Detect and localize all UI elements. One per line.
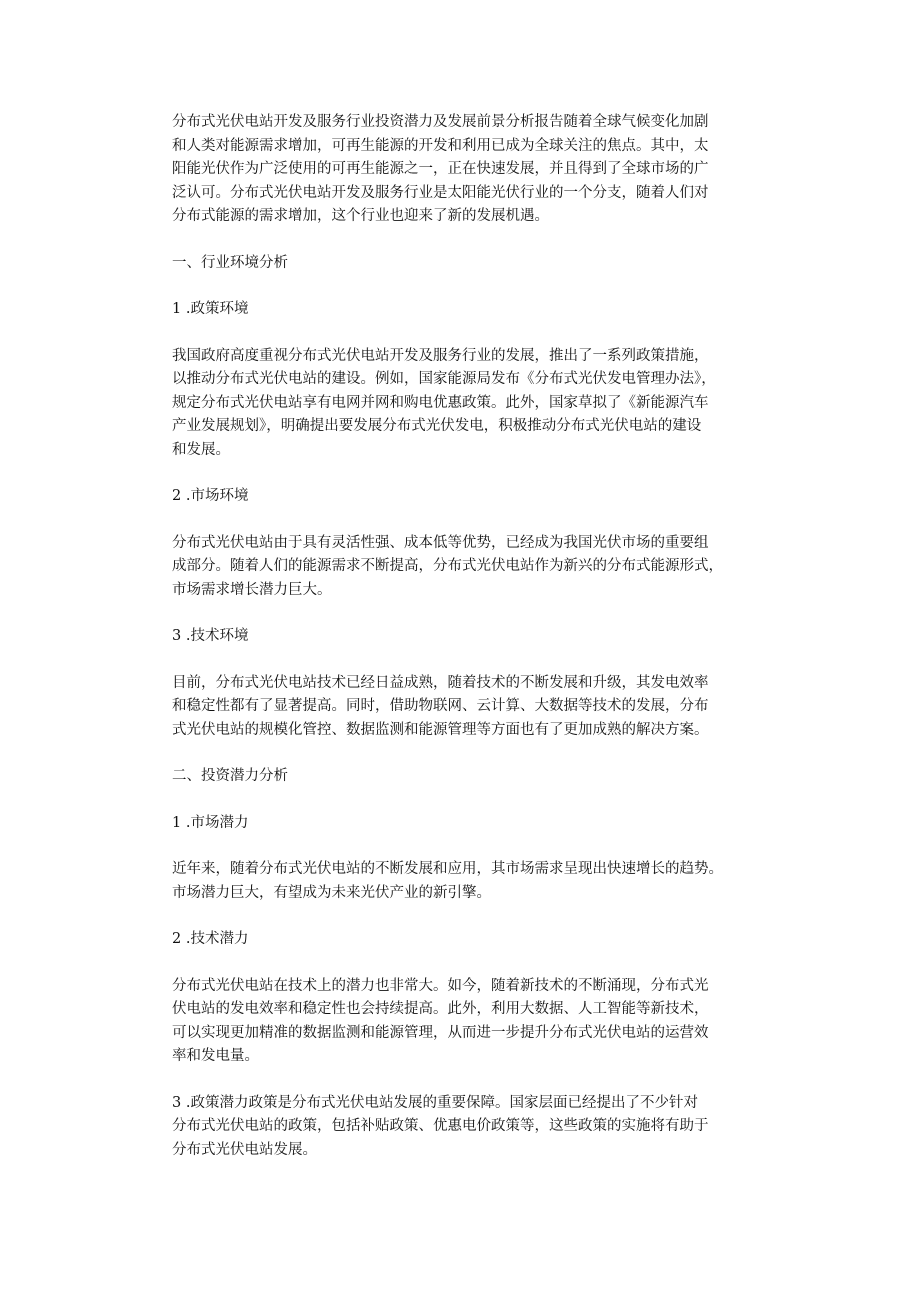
paragraph-market-potential xyxy=(172,858,762,905)
subheading-market-environment: 2 .市场环境 xyxy=(172,488,249,504)
paragraph-technology-potential xyxy=(172,975,762,1069)
text-line: 和人类对能源需求增加，可再生能源的开发和利用已成为全球关注的焦点。其中，太 xyxy=(172,137,709,154)
text-line: 率和发电量。 xyxy=(172,1048,259,1064)
subheading-technology-potential: 2 .技术潜力 xyxy=(172,931,249,947)
text-line: 3 .政策潜力政策是分布式光伏电站发展的重要保障。国家层面已经提出了不少针对 xyxy=(172,1094,698,1111)
text-line: 可以实现更加精准的数据监测和能源管理，从而进一步提升分布式光伏电站的运营效 xyxy=(172,1024,709,1041)
text-line: 分布式光伏电站的政策，包括补贴政策、优惠电价政策等，这些政策的实施将有助于 xyxy=(172,1118,709,1134)
text-line: 市场潜力巨大，有望成为未来光伏产业的新引擎。 xyxy=(172,884,491,901)
text-line: 我国政府高度重视分布式光伏电站开发及服务行业的发展，推出了一系列政策措施， xyxy=(172,347,709,364)
text-line: 目前，分布式光伏电站技术已经日益成熟，随着技术的不断发展和升级，其发电效率 xyxy=(172,674,709,691)
text-line: 产业发展规划》，明确提出要发展分布式光伏发电，积极推动分布式光伏电站的建设 xyxy=(172,418,702,434)
text-line: 式光伏电站的规模化管控、数据监测和能源管理等方面也有了更加成熟的解决方案。 xyxy=(172,721,709,738)
text-line: 分布式光伏电站由于具有灵活性强、成本低等优势，已经成为我国光伏市场的重要组 xyxy=(172,534,709,551)
section-heading-investment-potential: 二、投资潜力分析 xyxy=(172,768,288,784)
text-line: 伏电站的发电效率和稳定性也会持续提高。此外，利用大数据、人工智能等新技术， xyxy=(172,1001,709,1017)
text-line: 分布式能源的需求增加，这个行业也迎来了新的发展机遇。 xyxy=(172,208,549,224)
text-line: 成部分。随着人们的能源需求不断提高，分布式光伏电站作为新兴的分布式能源形式， xyxy=(172,558,723,574)
text-line: 阳能光伏作为广泛使用的可再生能源之一，正在快速发展，并且得到了全球市场的广 xyxy=(172,161,709,177)
paragraph-policy-environment xyxy=(172,345,762,463)
text-line: 分布式光伏电站在技术上的潜力也非常大。如今，随着新技术的不断涌现，分布式光 xyxy=(172,977,709,994)
subheading-technology-environment: 3 .技术环境 xyxy=(172,628,249,644)
text-line: 规定分布式光伏电站享有电网并网和购电优惠政策。此外，国家草拟了《新能源汽车 xyxy=(172,394,709,411)
paragraph-technology-environment xyxy=(172,672,762,743)
text-line: 分布式光伏电站发展。 xyxy=(172,1141,317,1158)
text-line: 市场需求增长潜力巨大。 xyxy=(172,581,332,598)
text-line: 和发展。 xyxy=(172,441,230,458)
text-line: 近年来，随着分布式光伏电站的不断发展和应用，其市场需求呈现出快速增长的趋势。 xyxy=(172,861,723,877)
subheading-market-potential: 1 .市场潜力 xyxy=(172,814,249,831)
text-line: 泛认可。分布式光伏电站开发及服务行业是太阳能光伏行业的一个分支，随着人们对 xyxy=(172,184,709,201)
document-page xyxy=(172,111,762,1162)
paragraph-market-environment xyxy=(172,532,762,603)
paragraph-policy-potential xyxy=(172,1092,762,1163)
section-heading-industry-environment: 一、行业环境分析 xyxy=(172,254,288,271)
intro-paragraph xyxy=(172,111,762,229)
text-line: 和稳定性都有了显著提高。同时，借助物联网、云计算、大数据等技术的发展，分布 xyxy=(172,698,709,714)
subheading-policy-environment: 1 .政策环境 xyxy=(172,301,249,317)
text-line: 分布式光伏电站开发及服务行业投资潜力及发展前景分析报告随着全球气候变化加剧 xyxy=(172,114,709,130)
text-line: 以推动分布式光伏电站的建设。例如，国家能源局发布《分布式光伏发电管理办法》， xyxy=(172,371,716,387)
